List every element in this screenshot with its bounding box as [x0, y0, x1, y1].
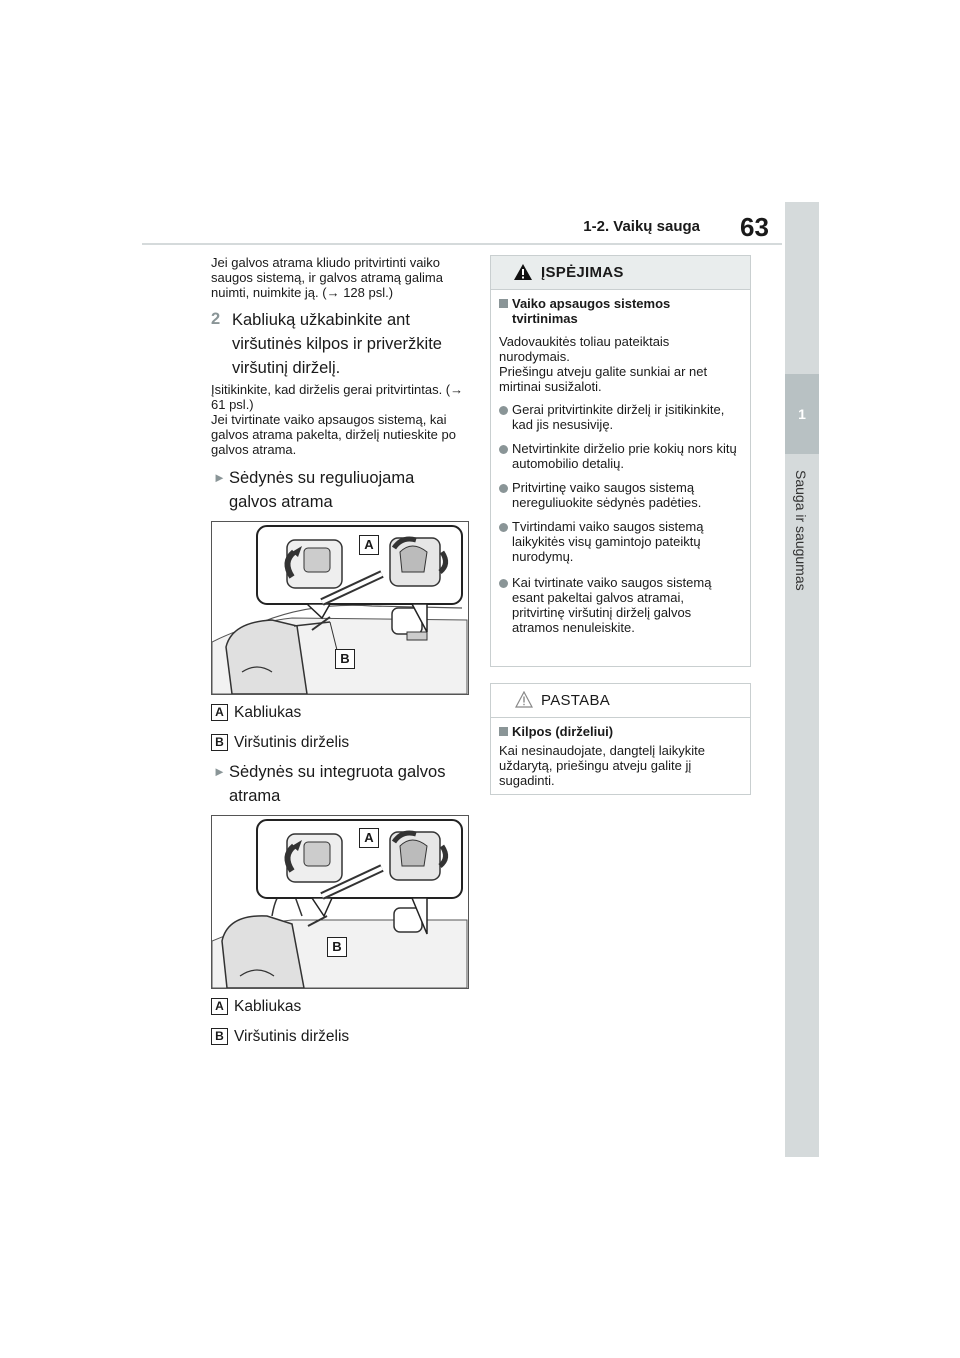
- bullet-dot-icon: [499, 445, 508, 454]
- legend-text-b: Viršutinis dirželis: [234, 734, 350, 751]
- list-item: [499, 402, 739, 441]
- chapter-side-tab: [785, 202, 819, 1157]
- page-number: 63: [740, 212, 769, 242]
- legend-text-a: Kabliukas: [234, 998, 302, 1015]
- subheading-text: Sėdynės su reguliuojama galvos atrama: [229, 469, 415, 511]
- square-bullet-icon: [499, 299, 508, 308]
- legend-key-b: B: [211, 734, 228, 751]
- chapter-label: Sauga ir saugumas: [793, 470, 809, 591]
- caution-header: [491, 684, 750, 718]
- figure-adjustable-headrest: [211, 521, 469, 695]
- list-item-text: Netvirtinkite dirželio prie kokių nors kitų automobilio detalių.: [512, 441, 737, 471]
- warning-subtitle: [499, 296, 739, 326]
- list-item: [499, 575, 739, 635]
- figure-label-a: A: [359, 828, 379, 848]
- list-item: [499, 480, 739, 519]
- legend-item-a: [211, 704, 301, 722]
- list-item-text: Gerai pritvirtinkite dirželį ir įsitikinkite, kad jis nesusiviję.: [512, 402, 725, 432]
- legend-key-a: A: [211, 704, 228, 721]
- caution-text: Kai nesinaudojate, dangtelį laikykite uždarytą, priešingu atveju galite jį sugadinti.: [499, 743, 705, 788]
- figure-label-a: A: [359, 535, 379, 555]
- section-title: 1-2. Vaikų sauga: [583, 218, 700, 235]
- caution-title: PASTABA: [541, 692, 611, 709]
- warning-subtitle-text: Vaiko apsaugos sistemos tvirtinimas: [512, 296, 671, 326]
- step-number: 2: [211, 310, 221, 328]
- warning-intro: Vadovaukitės toliau pateiktais nurodymais. Priešingu atveju galite sunkiai ar net mirtinai susižaloti.: [499, 334, 708, 394]
- figure-label-b: B: [327, 937, 347, 957]
- legend-text-b: Viršutinis dirželis: [234, 1028, 350, 1045]
- legend-item-b: [211, 1028, 349, 1046]
- step-note: Įsitikinkite, kad dirželis gerai pritvirtintas. (→ 61 psl.) Jei tvirtinate vaiko apsaugos sistemą, kai galvos atrama pakelta, dirželį nutieskite po galvos atrama.: [211, 382, 464, 457]
- bullet-dot-icon: [499, 579, 508, 588]
- figure-integrated-headrest: [211, 815, 469, 989]
- warning-title: ĮSPĖJIMAS: [541, 264, 624, 281]
- warning-panel: [490, 255, 751, 667]
- subheading-text: Sėdynės su integruota galvos atrama: [229, 763, 446, 805]
- legend-text-a: Kabliukas: [234, 704, 302, 721]
- step-text: Kabliuką užkabinkite ant viršutinės kilpos ir priveržkite viršutinį dirželį.: [232, 311, 442, 377]
- subheading-integrated-headrest: [213, 760, 473, 808]
- legend-key-a: A: [211, 998, 228, 1015]
- caution-triangle-icon: [515, 691, 533, 708]
- legend-item-a: [211, 998, 301, 1016]
- caution-subtitle: [499, 724, 739, 739]
- subheading-adjustable-headrest: [213, 466, 473, 514]
- list-item-text: Tvirtindami vaiko saugos sistemą laikykitės visų gamintojo pateiktų nurodymų.: [512, 519, 704, 564]
- bullet-dot-icon: [499, 484, 508, 493]
- bullet-dot-icon: [499, 523, 508, 532]
- seat-tether-illustration: [212, 816, 468, 988]
- caution-panel: [490, 683, 751, 795]
- caution-subtitle-text: Kilpos (dirželiui): [512, 724, 614, 739]
- list-item: [499, 519, 739, 575]
- triangle-bullet-icon: ►: [213, 764, 226, 779]
- figure-label-b: B: [335, 649, 355, 669]
- chapter-number: 1: [785, 374, 819, 454]
- warning-header: [491, 256, 750, 290]
- square-bullet-icon: [499, 727, 508, 736]
- bullet-dot-icon: [499, 406, 508, 415]
- intro-paragraph: Jei galvos atrama kliudo pritvirtinti vaiko saugos sistemą, ir galvos atramą galima nuimti, nuimkite ją. (→ 128 psl.): [211, 255, 443, 300]
- legend-key-b: B: [211, 1028, 228, 1045]
- list-item-text: Kai tvirtinate vaiko saugos sistemą esant pakeltai galvos atramai, pritvirtinę viršutinį dirželį galvos atramos nenuleiskite.: [512, 575, 712, 635]
- legend-item-b: [211, 734, 349, 752]
- warning-triangle-icon: [513, 263, 533, 281]
- triangle-bullet-icon: ►: [213, 470, 226, 485]
- warning-list: [499, 402, 739, 635]
- list-item-text: Pritvirtinę vaiko saugos sistemą nereguliuokite sėdynės padėties.: [512, 480, 702, 510]
- header-rule: [142, 243, 782, 245]
- list-item: [499, 441, 739, 480]
